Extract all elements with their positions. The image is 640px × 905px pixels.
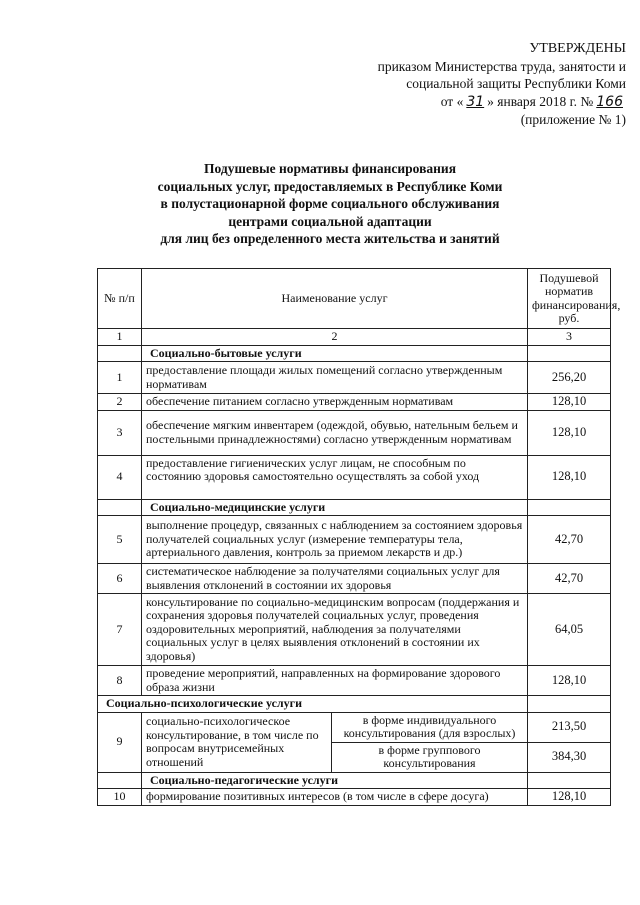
title-line-5: для лиц без определенного места жительства и занятий: [160, 231, 500, 246]
table-row: [98, 564, 611, 594]
section-title: Социально-психологические услуги: [98, 696, 528, 713]
service-name: обеспечение мягким инвентарем (одеждой, обувью, нательным бельем и постельными принадлежностями) согласно утвержденным нормативам: [142, 410, 528, 455]
service-name: консультирование по социально-медицинским вопросам (поддержания и сохранения здоровья получателей социальных услуг, проведения оздоровительных мероприятий, наблюдения за получателями социальных услуг в целях выявления отклонений в состоянии их здоровья): [142, 594, 528, 666]
norm-value: 384,30: [528, 742, 611, 772]
row-number: 10: [98, 789, 142, 806]
title-line-2: социальных услуг, предоставляемых в Республике Коми: [157, 178, 503, 194]
table-row: [98, 362, 611, 394]
section-row: [98, 772, 611, 789]
norm-value: 64,05: [528, 594, 611, 666]
service-subform: в форме индивидуального консультирования (для взрослых): [332, 712, 528, 742]
table-row: [98, 516, 611, 564]
service-name: социально-психологическое консультирование, в том числе по вопросам внутрисемейных отношений: [142, 712, 332, 772]
title-line-1: Подушевые нормативы финансирования: [204, 161, 456, 176]
title-line-3: в полустационарной форме социального обслуживания: [160, 196, 500, 211]
row-number: 6: [98, 564, 142, 594]
table-row: [98, 410, 611, 455]
section-row: [98, 696, 611, 713]
date-middle: » января 2018 г. №: [487, 93, 594, 109]
column-number-row: [98, 329, 611, 346]
service-subform: в форме группового консультирования: [332, 742, 528, 772]
norm-value: 128,10: [528, 455, 611, 499]
section-title: Социально-медицинские услуги: [142, 499, 528, 516]
header-norm: Подушевой норматив финансирования, руб.: [528, 269, 611, 329]
col-number-1: 1: [98, 329, 142, 346]
norm-value: 128,10: [528, 789, 611, 806]
table-row: [98, 455, 611, 499]
appendix-label: (приложение № 1): [520, 112, 626, 127]
row-number: 2: [98, 394, 142, 411]
norm-value: 256,20: [528, 362, 611, 394]
approval-heading: УТВЕРЖДЕНЫ: [529, 41, 626, 56]
approval-date-line: [306, 93, 626, 112]
section-row: [98, 345, 611, 362]
norm-value: 42,70: [528, 516, 611, 564]
service-name: формирование позитивных интересов (в том числе в сфере досуга): [142, 789, 528, 806]
table-row: [98, 712, 611, 742]
norm-value: 128,10: [528, 666, 611, 696]
approval-ministry-line: социальной защиты Республики Коми: [406, 76, 626, 91]
handwritten-day: 31: [466, 93, 485, 110]
norm-value: 128,10: [528, 410, 611, 455]
service-name: проведение мероприятий, направленных на формирование здорового образа жизни: [142, 666, 528, 696]
header-num: № п/п: [98, 269, 142, 329]
approval-order-line: приказом Министерства труда, занятости и: [377, 58, 626, 74]
service-name: систематическое наблюдение за получателями социальных услуг для выявления отклонений в состоянии их здоровья: [142, 564, 528, 594]
row-number: 4: [98, 455, 142, 499]
header-name: Наименование услуг: [142, 269, 528, 329]
date-prefix: от «: [440, 93, 464, 109]
service-name: предоставление гигиенических услуг лицам, не способным по состоянию здоровья самостоятельно осуществлять за собой уход: [142, 455, 528, 499]
row-number: 1: [98, 362, 142, 394]
approval-block: [306, 40, 626, 129]
section-title: Социально-педагогические услуги: [142, 772, 528, 789]
col-number-2: 2: [142, 329, 528, 346]
table-header-row: [98, 269, 611, 329]
service-name: предоставление площади жилых помещений согласно утвержденным нормативам: [142, 362, 528, 394]
row-number: 8: [98, 666, 142, 696]
section-row: [98, 499, 611, 516]
row-number: 9: [98, 712, 142, 772]
norm-value: 213,50: [528, 712, 611, 742]
row-number: 3: [98, 410, 142, 455]
title-line-4: центрами социальной адаптации: [228, 213, 432, 229]
table-row: [98, 394, 611, 411]
norm-value: 42,70: [528, 564, 611, 594]
table-row: [98, 789, 611, 806]
table-row: [98, 666, 611, 696]
norms-table: [97, 268, 621, 806]
section-title: Социально-бытовые услуги: [142, 345, 528, 362]
service-name: выполнение процедур, связанных с наблюдением за состоянием здоровья получателей социальных услуг (измерение температуры тела, артериального давления, контроль за приемом лекарств и др.): [142, 516, 528, 564]
service-name: обеспечение питанием согласно утвержденным нормативам: [142, 394, 528, 411]
col-number-3: 3: [528, 329, 611, 346]
table-row: [98, 594, 611, 666]
row-number: 7: [98, 594, 142, 666]
handwritten-order-number: 166: [596, 93, 623, 110]
norm-value: 128,10: [528, 394, 611, 411]
row-number: 5: [98, 516, 142, 564]
document-title: [120, 160, 540, 248]
